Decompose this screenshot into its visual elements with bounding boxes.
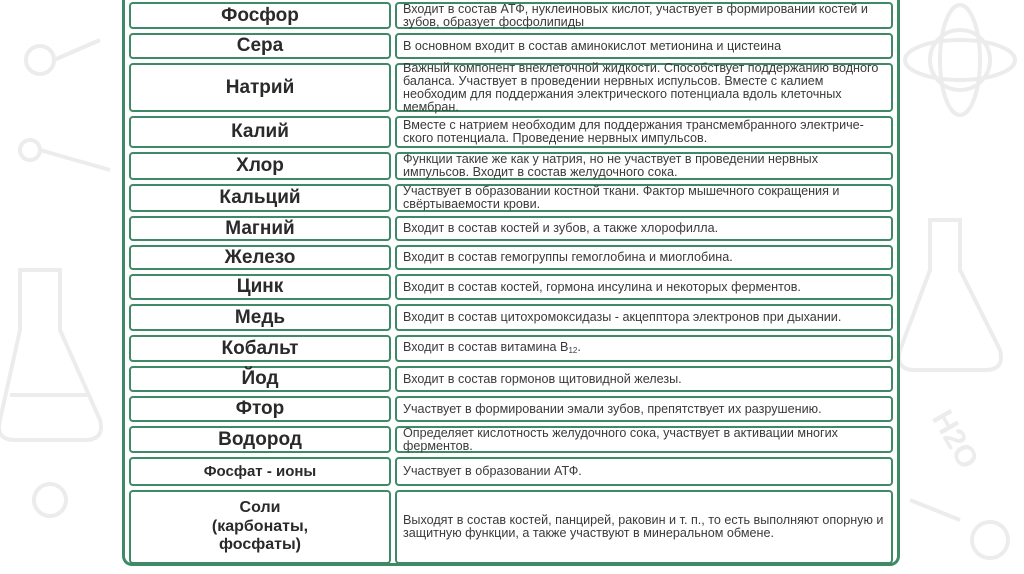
element-description — [395, 426, 893, 453]
description-text: Участвует в формировании эмали зубов, препятствует их разрушению. — [403, 401, 822, 416]
element-name: Фосфат - ионы — [129, 457, 391, 486]
element-name: Кобальт — [129, 335, 391, 362]
table-row — [125, 488, 897, 566]
subscript: 12 — [568, 345, 578, 355]
element-name: Магний — [129, 216, 391, 241]
description-text: Входит в состав гемогруппы гемоглобина и миоглобина. — [403, 250, 733, 264]
elements-table — [122, 0, 900, 566]
table-row — [125, 243, 897, 272]
element-description — [395, 116, 893, 148]
element-description — [395, 245, 893, 270]
element-name: Калий — [129, 116, 391, 148]
element-description — [395, 396, 893, 422]
element-description — [395, 216, 893, 241]
element-description — [395, 490, 893, 564]
table-row — [125, 333, 897, 364]
element-description — [395, 457, 893, 486]
table-row — [125, 150, 897, 182]
element-description — [395, 152, 893, 180]
element-description — [395, 366, 893, 392]
element-name: Медь — [129, 304, 391, 331]
description-text: Вместе с натрием необходим для поддержания трансмембранного электриче-ского потенциала. Проведение нервных импульсов. — [403, 118, 864, 145]
element-name: Хлор — [129, 152, 391, 180]
element-name: Железо — [129, 245, 391, 270]
description-main: Входит в состав витамина B — [403, 339, 569, 354]
description-text: Важный компонент внеклеточной жидкости. Способствует поддержанию водного баланса. Участвует в проведении нервных испульсов. Вместе с калием необходим для поддержания электрического потенциала вдоль клеточных мембран. — [403, 60, 879, 114]
description-text: Входит в состав костей, гормона инсулина и некоторых ферментов. — [403, 279, 801, 294]
element-name: Цинк — [129, 274, 391, 300]
element-description — [395, 304, 893, 331]
description-text: Входит в состав АТФ, нуклеиновых кислот, участвует в формировании костей и зубов, образует фосфолипиды — [403, 1, 868, 29]
table-row — [125, 424, 897, 455]
description-text — [403, 341, 581, 357]
table-row — [125, 455, 897, 488]
element-name: Фтор — [129, 396, 391, 422]
element-description — [395, 60, 893, 114]
table-row — [125, 61, 897, 114]
table-row — [125, 394, 897, 424]
element-description — [395, 335, 893, 362]
table-row — [125, 302, 897, 333]
table-row — [125, 364, 897, 394]
element-name: Кальций — [129, 184, 391, 212]
element-name: Водород — [129, 426, 391, 453]
element-name: Сера — [129, 33, 391, 59]
table-row — [125, 0, 897, 31]
table-row — [125, 114, 897, 150]
element-description — [395, 274, 893, 300]
table-row — [125, 182, 897, 214]
description-end: . — [577, 339, 581, 354]
element-description — [395, 2, 893, 29]
description-text: Определяет кислотность желудочного сока, участвует в активации многих ферментов. — [403, 425, 838, 453]
element-name: Йод — [129, 366, 391, 392]
description-text: Выходят в состав костей, панцирей, раковин и т. п., то есть выполняют опорную и защитную функции, а также участвуют в минеральном обмене. — [403, 513, 884, 540]
table-row — [125, 272, 897, 302]
description-text: Входит в состав костей и зубов, а также хлорофилла. — [403, 221, 719, 235]
table-row — [125, 214, 897, 243]
element-name: Натрий — [129, 63, 391, 112]
description-text: В основном входит в состав аминокислот метионина и цистеина — [403, 38, 782, 53]
description-text: Участвует в образовании АТФ. — [403, 464, 582, 478]
element-description — [395, 184, 893, 212]
description-text: Участвует в образовании костной ткани. Фактор мышечного сокращения и свёртываемости крови. — [403, 184, 840, 211]
element-name: Соли (карбонаты, фосфаты) — [129, 490, 391, 564]
element-name: Фосфор — [129, 2, 391, 29]
description-text: Входит в состав цитохромоксидазы - акцепптора электронов при дыхании. — [403, 310, 842, 324]
description-text: Функции такие же как у натрия, но не участвует в проведении нервных импульсов. Входит в состав желудочного сока. — [403, 152, 819, 179]
element-description — [395, 33, 893, 59]
description-text: Входит в состав гормонов щитовидной железы. — [403, 371, 682, 386]
table-row — [125, 31, 897, 61]
formula-watermark: H2O — [925, 404, 985, 475]
